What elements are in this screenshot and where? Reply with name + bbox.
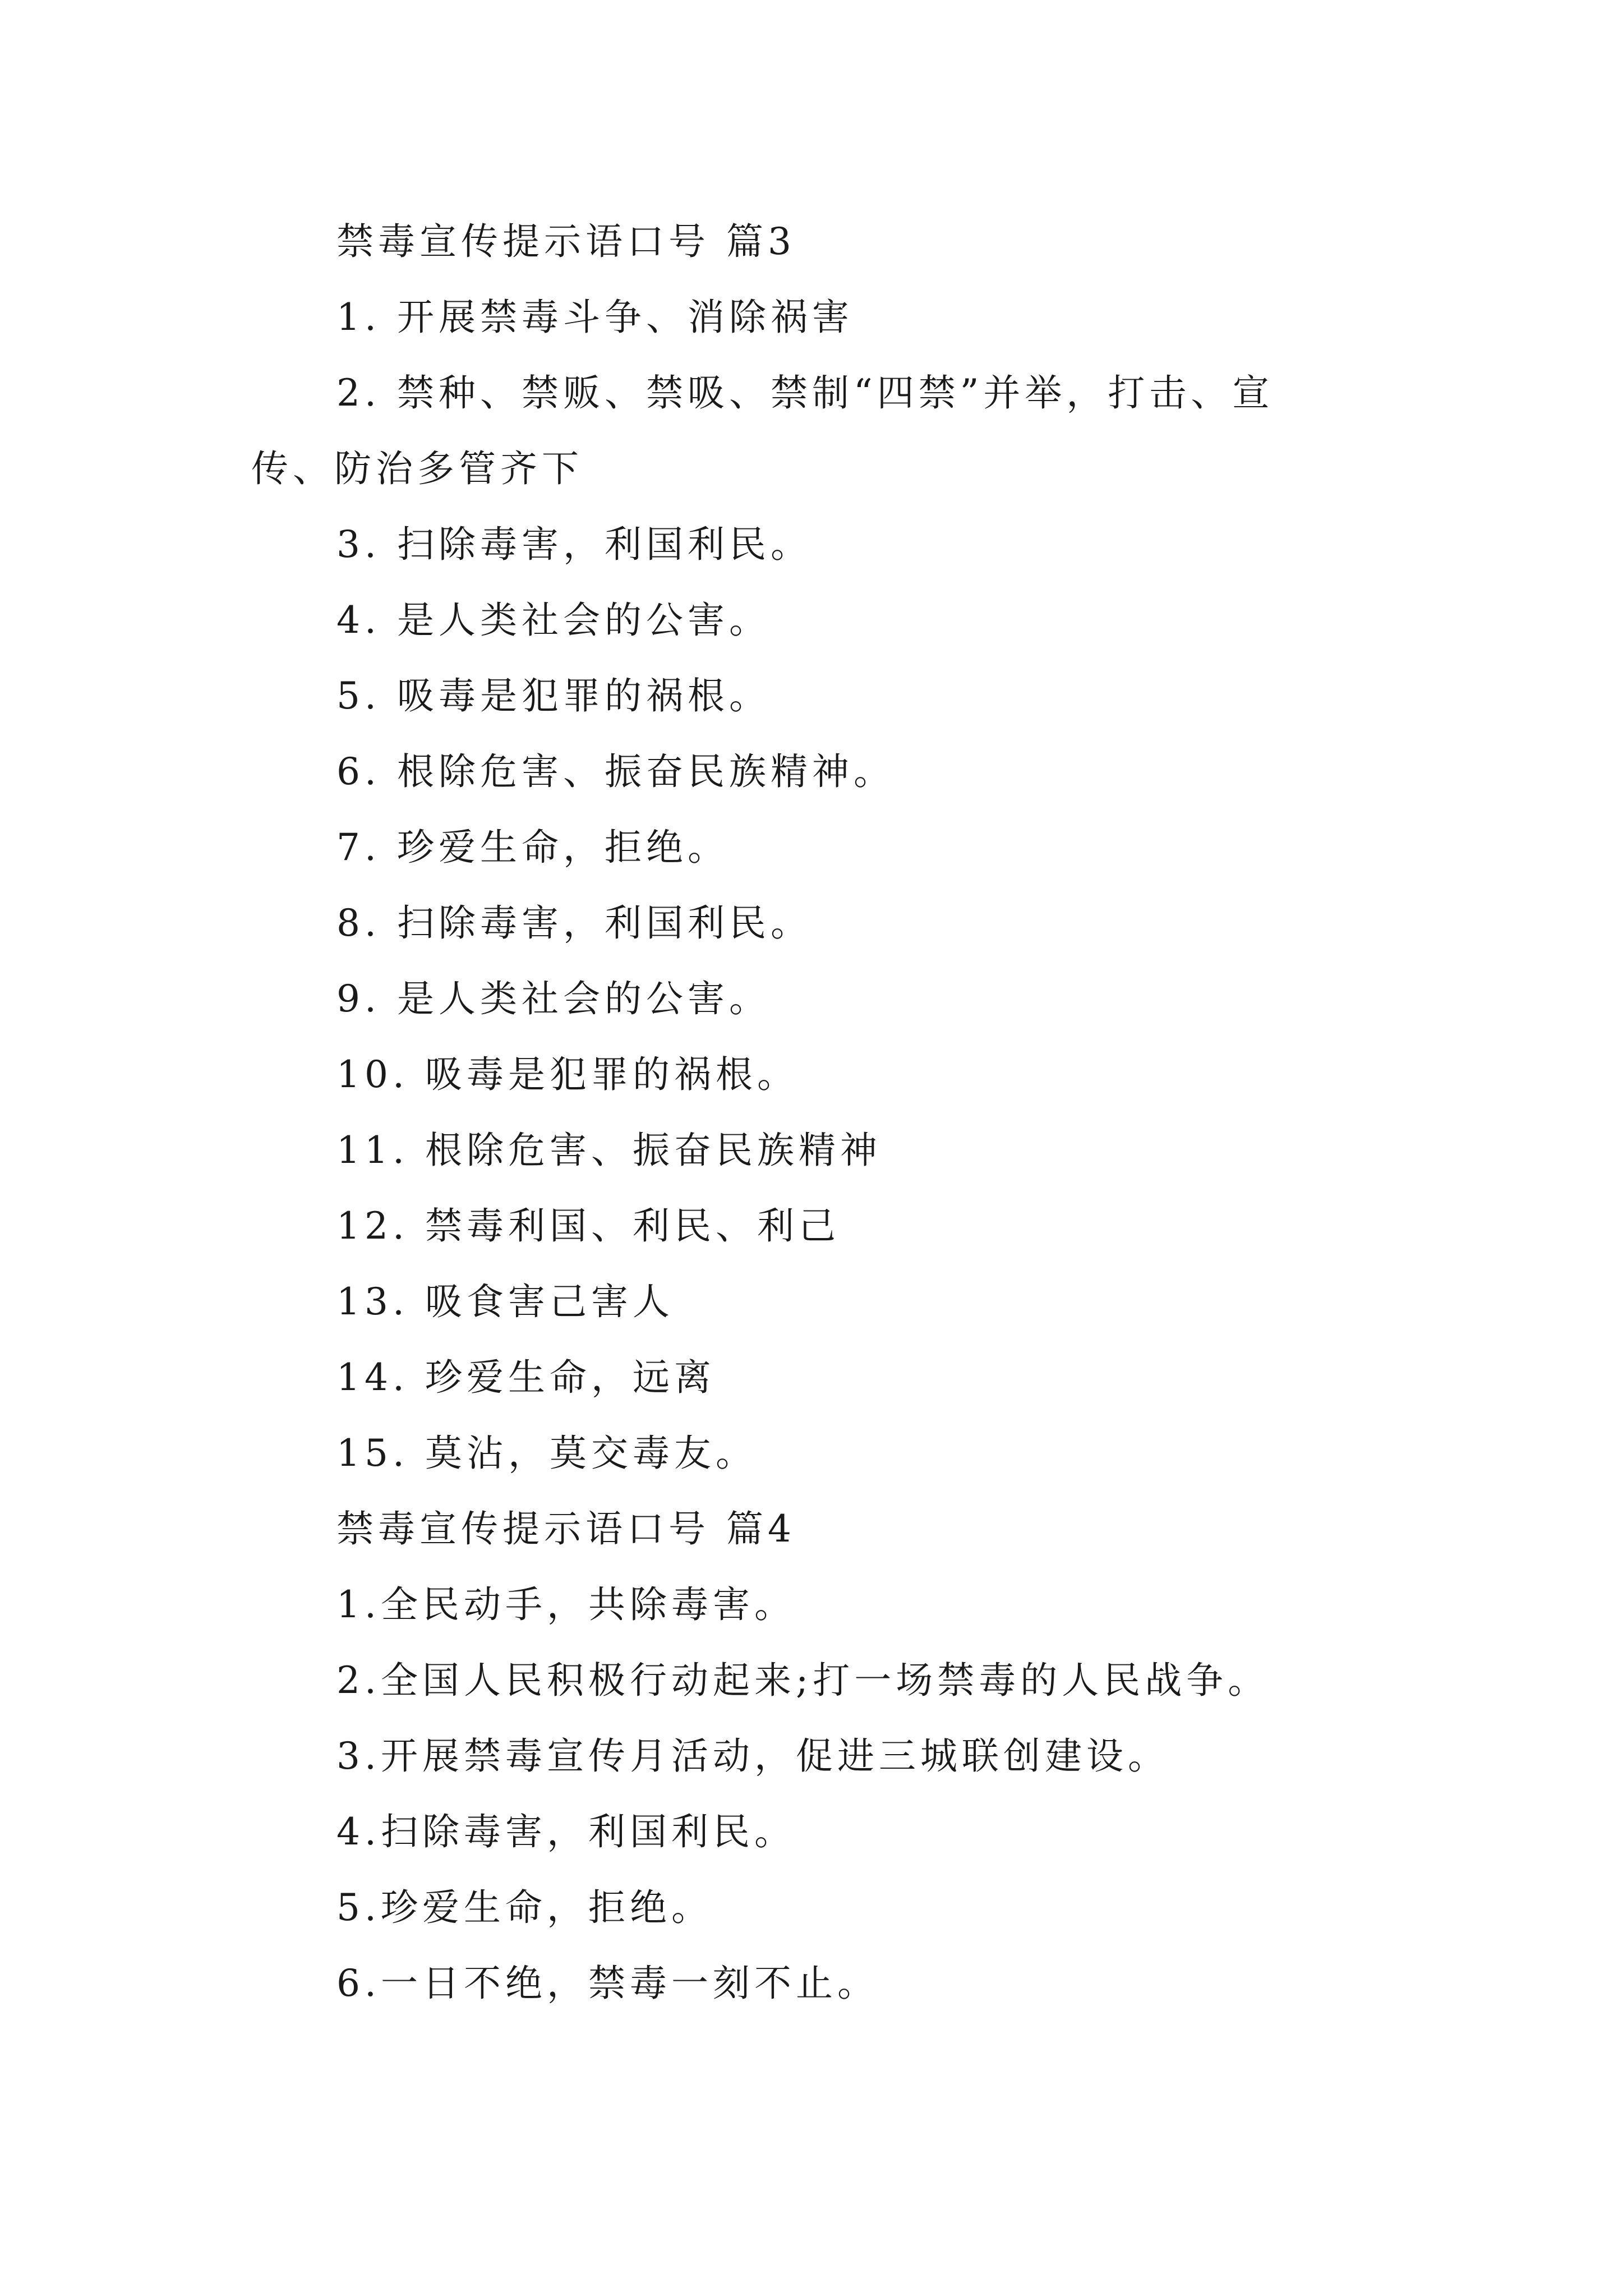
list-item: 2.全国人民积极行动起来;打一场禁毒的人民战争。	[336, 1659, 1270, 1702]
list-item: 8. 扫除毒害，利国利民。	[336, 901, 812, 945]
list-item: 14. 珍爱生命，远离	[336, 1356, 716, 1399]
list-item: 13. 吸食害己害人	[336, 1280, 674, 1323]
list-item: 3. 扫除毒害，利国利民。	[336, 523, 812, 566]
list-item: 15. 莫沾，莫交毒友。	[336, 1432, 757, 1475]
list-item: 2. 禁种、禁贩、禁吸、禁制“四禁”并举，打击、宣	[336, 371, 1274, 415]
section-heading: 禁毒宣传提示语口号 篇4	[336, 1507, 796, 1550]
list-item: 1. 开展禁毒斗争、消除祸害	[336, 296, 854, 339]
section-heading: 禁毒宣传提示语口号 篇3	[336, 220, 796, 263]
list-item: 7. 珍爱生命，拒绝。	[336, 826, 729, 869]
list-item: 1.全民动手，共除毒害。	[336, 1583, 796, 1626]
list-item: 10. 吸毒是犯罪的祸根。	[336, 1053, 799, 1096]
list-item: 12. 禁毒利国、利民、利己	[336, 1204, 840, 1248]
list-item: 4.扫除毒害，利国利民。	[336, 1810, 796, 1853]
list-item: 4. 是人类社会的公害。	[336, 599, 771, 642]
list-item: 5. 吸毒是犯罪的祸根。	[336, 674, 771, 717]
list-item: 5.珍爱生命，拒绝。	[336, 1886, 713, 1929]
list-item: 6. 根除危害、振奋民族精神。	[336, 750, 895, 793]
list-item: 3.开展禁毒宣传月活动，促进三城联创建设。	[336, 1734, 1169, 1778]
list-item: 6.一日不绝，禁毒一刻不止。	[336, 1962, 879, 2005]
list-item-continuation: 传、防治多管齐下	[251, 447, 583, 490]
list-item: 9. 是人类社会的公害。	[336, 977, 771, 1020]
list-item: 11. 根除危害、振奋民族精神	[336, 1129, 882, 1172]
